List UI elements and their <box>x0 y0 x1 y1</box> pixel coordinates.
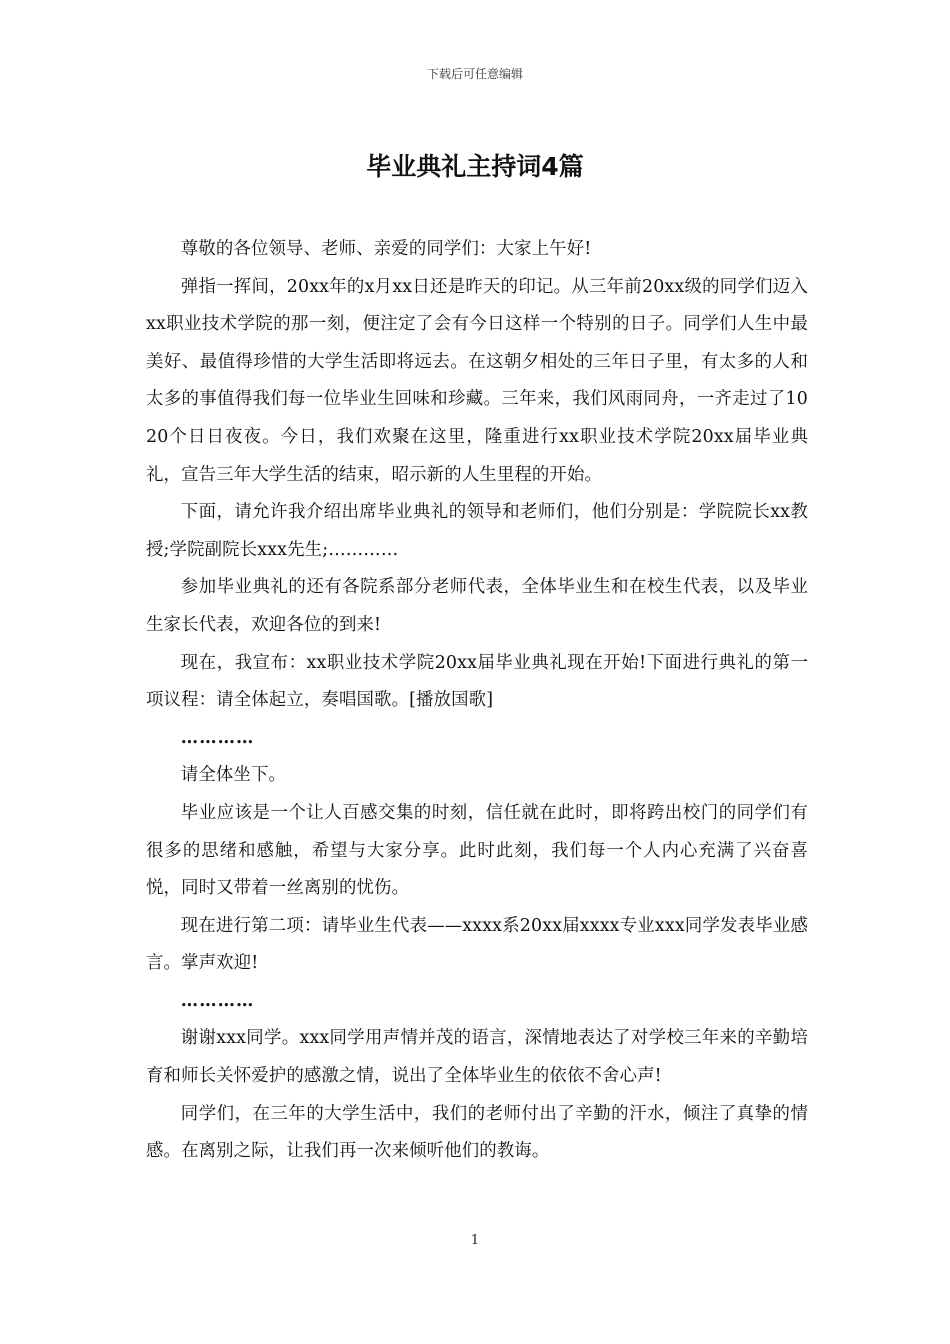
paragraph-ceremony-start: 现在，我宣布：xx职业技术学院20xx届毕业典礼现在开始!下面进行典礼的第一项议程：请全体起立，奏唱国歌。[播放国歌] <box>146 652 808 711</box>
paragraph-greeting: 尊敬的各位领导、老师、亲爱的同学们：大家上午好! <box>180 239 592 259</box>
paragraph-sit-down: 请全体坐下。 <box>180 765 287 786</box>
paragraph-introduce-guests: 下面，请允许我介绍出席毕业典礼的领导和老师们，他们分别是：学院院长xx教授;学院副院长xxx先生;………… <box>146 502 808 560</box>
paragraph-ellipsis: ………… <box>180 727 255 748</box>
paragraph-teachers: 同学们，在三年的大学生活中，我们的老师付出了辛勤的汗水，倾注了真挚的情感。在离别之际，让我们再一次来倾听他们的教诲。 <box>146 1103 808 1162</box>
document-body <box>146 231 808 1171</box>
paragraph-attendees: 参加毕业典礼的还有各院系部分老师代表，全体毕业生和在校生代表，以及毕业生家长代表，欢迎各位的到来! <box>146 577 808 635</box>
paragraph-opening: 弹指一挥间，20xx年的x月xx日还是昨天的印记。从三年前20xx级的同学们迈入xx职业技术学院的那一刻，便注定了会有今日这样一个特别的日子。同学们人生中最美好、最值得珍惜的大学生活即将远去。在这朝夕相处的三年日子里，有太多的人和太多的事值得我们每一位毕业生回味和珍藏。三年来，我们风雨同舟，一齐走过了1020个日日夜夜。今日，我们欢聚在这里，隆重进行xx职业技术学院20xx届毕业典礼，宣告三年大学生活的结束，昭示新的人生里程的开始。 <box>146 276 808 485</box>
paragraph-thanks: 谢谢xxx同学。xxx同学用声情并茂的语言，深情地表达了对学校三年来的辛勤培育和师长关怀爱护的感激之情，说出了全体毕业生的依依不舍心声! <box>146 1028 808 1087</box>
page-number: 1 <box>470 1233 480 1248</box>
document-title: 毕业典礼主持词4篇 <box>366 152 584 181</box>
paragraph-graduation-feelings: 毕业应该是一个让人百感交集的时刻，信任就在此时，即将跨出校门的同学们有很多的思绪和感触，希望与大家分享。此时此刻，我们每一个人内心充满了兴奋喜悦，同时又带着一丝离别的忧伤。 <box>146 802 808 899</box>
page-header-note: 下载后可任意编辑 <box>426 67 523 81</box>
paragraph-ellipsis: ………… <box>180 990 255 1011</box>
paragraph-second-item: 现在进行第二项：请毕业生代表——xxxx系20xx届xxxx专业xxx同学发表毕业感言。掌声欢迎! <box>146 915 808 974</box>
